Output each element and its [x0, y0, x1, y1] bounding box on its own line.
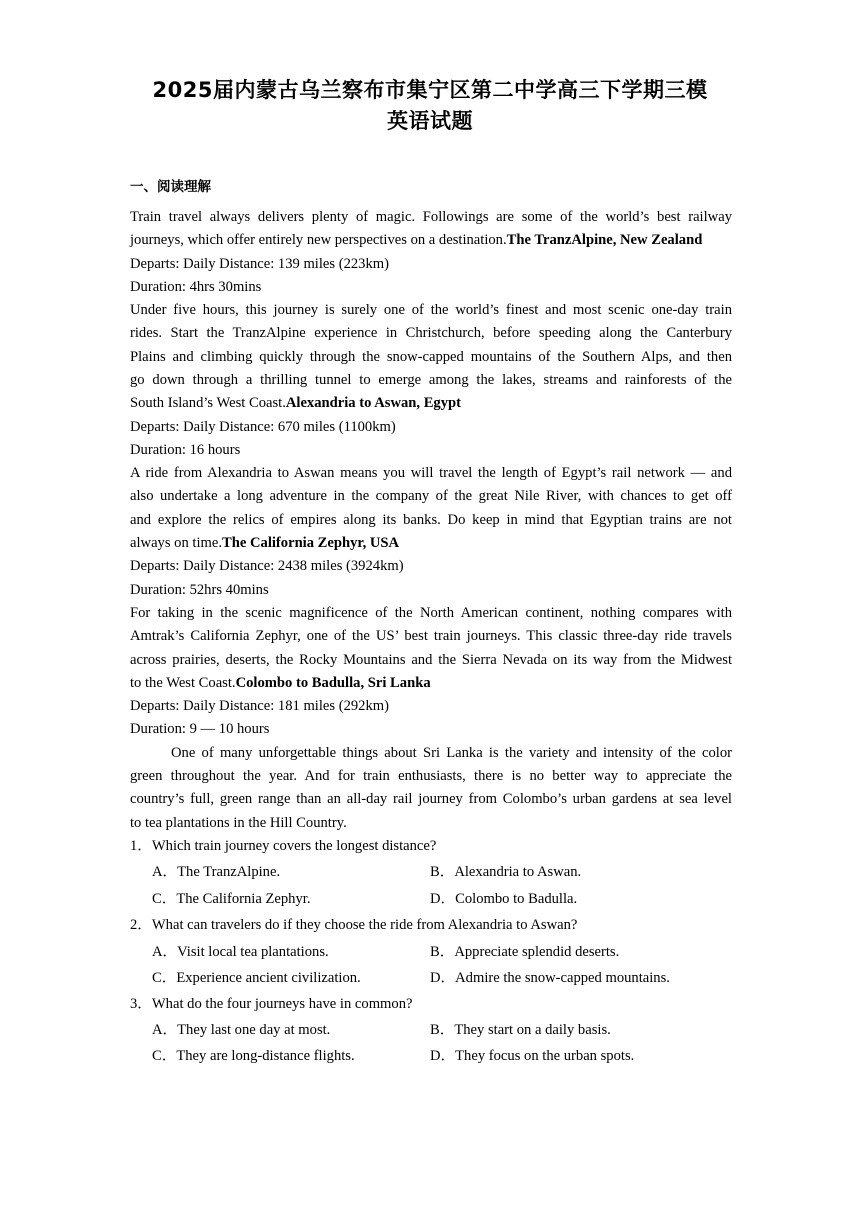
question-3-stem: 3．What do the four journeys have in common? — [130, 996, 413, 1012]
question-1-option-d: D．Colombo to Badulla. — [430, 891, 578, 907]
passage-text: journeys, which offer entirely new perspectives on a destination. — [130, 232, 507, 248]
passage-line — [130, 394, 732, 412]
document-title-line-2: 英语试题 — [387, 109, 473, 133]
journey-duration: Duration: 16 hours — [130, 442, 241, 458]
question-1-option-b: B．Alexandria to Aswan. — [430, 864, 582, 880]
question-2-option-a: A．Visit local tea plantations. — [152, 944, 329, 960]
question-2-option-d: D．Admire the snow-capped mountains. — [430, 970, 670, 986]
passage-text: South Island’s West Coast. — [130, 395, 286, 411]
journey-departs: Departs: Daily Distance: 670 miles (1100km) — [130, 419, 396, 435]
passage-line — [130, 231, 732, 249]
question-3-option-d: D．They focus on the urban spots. — [430, 1048, 635, 1064]
question-1-stem: 1．Which train journey covers the longest distance? — [130, 838, 437, 854]
question-3-option-b: B．They start on a daily basis. — [430, 1022, 611, 1038]
journey-heading-alexandria: Alexandria to Aswan, Egypt — [285, 395, 462, 411]
passage-line — [130, 534, 732, 552]
passage-line: to tea plantations in the Hill Country. — [130, 815, 347, 831]
passage-line: Under five hours, this journey is surely one of the world’s finest and most scenic one-day train — [130, 302, 732, 318]
passage-text: always on time. — [130, 535, 223, 551]
document-title-line-1: 2025届内蒙古乌兰察布市集宁区第二中学高三下学期三模 — [152, 78, 708, 102]
passage-line: green throughout the year. And for train enthusiasts, there is no better way to appreciate the — [130, 768, 732, 784]
passage-line: Amtrak’s California Zephyr, one of the US’ best train journeys. This classic three-day ride travels — [130, 628, 732, 644]
question-1-option-c: C．The California Zephyr. — [152, 891, 311, 907]
question-3-option-c: C．They are long-distance flights. — [152, 1048, 355, 1064]
passage-line: across prairies, deserts, the Rocky Mountains and the Sierra Nevada on its way from the Midwest — [130, 652, 732, 668]
question-2-stem: 2．What can travelers do if they choose the ride from Alexandria to Aswan? — [130, 917, 578, 933]
journey-duration: Duration: 52hrs 40mins — [130, 582, 269, 598]
journey-departs: Departs: Daily Distance: 2438 miles (3924km) — [130, 558, 404, 574]
journey-duration: Duration: 4hrs 30mins — [130, 279, 262, 295]
passage-line: For taking in the scenic magnificence of the North American continent, nothing compares with — [130, 605, 732, 621]
passage-text: to the West Coast. — [130, 675, 236, 691]
passage-line: rides. Start the TranzAlpine experience in Christchurch, before speeding along the Canterbury — [130, 325, 732, 341]
question-2-option-b: B．Appreciate splendid deserts. — [430, 944, 620, 960]
journey-departs: Departs: Daily Distance: 139 miles (223km) — [130, 256, 389, 272]
question-3-option-a: A．They last one day at most. — [152, 1022, 331, 1038]
passage-line — [130, 674, 732, 692]
journey-departs: Departs: Daily Distance: 181 miles (292km) — [130, 698, 389, 714]
passage-line: One of many unforgettable things about Sri Lanka is the variety and intensity of the color — [171, 745, 732, 761]
journey-heading-tranzalpine: The TranzAlpine, New Zealand — [506, 232, 703, 248]
passage-line: Train travel always delivers plenty of magic. Followings are some of the world’s best railway — [130, 209, 732, 225]
question-2-option-c: C．Experience ancient civilization. — [152, 970, 361, 986]
question-1-option-a: A．The TranzAlpine. — [152, 864, 281, 880]
passage-line: and explore the relics of empires along its banks. Do keep in mind that Egyptian trains are not — [130, 512, 732, 528]
journey-heading-colombo: Colombo to Badulla, Sri Lanka — [235, 675, 431, 691]
passage-line: go down through a thrilling tunnel to emerge among the lakes, streams and rainforests of the — [130, 372, 732, 388]
section-heading: 一、阅读理解 — [130, 179, 211, 195]
journey-heading-california: The California Zephyr, USA — [222, 535, 400, 551]
passage-line: also undertake a long adventure in the company of the great Nile River, with chances to get off — [130, 488, 732, 504]
journey-duration: Duration: 9 — 10 hours — [130, 721, 270, 737]
passage-line: A ride from Alexandria to Aswan means you will travel the length of Egypt’s rail network — and — [130, 465, 732, 481]
passage-line: Plains and climbing quickly through the snow-capped mountains of the Southern Alps, and then — [130, 349, 732, 365]
passage-line: country’s full, green range than an all-day rail journey from Colombo’s urban gardens at sea level — [130, 791, 732, 807]
